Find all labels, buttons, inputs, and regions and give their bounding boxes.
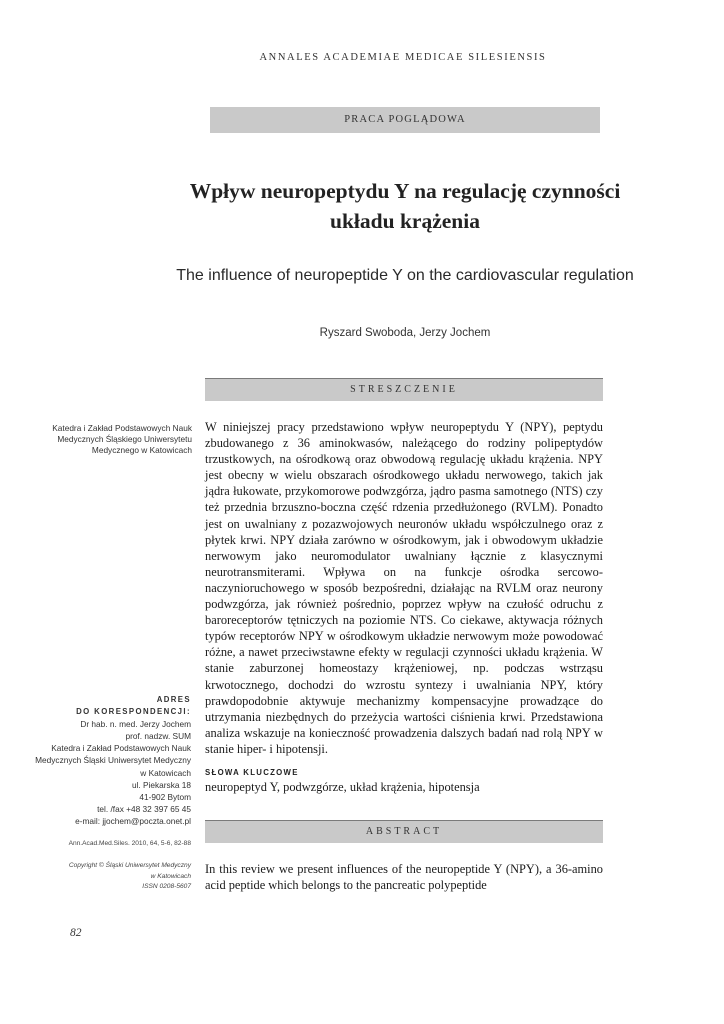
article-title-english: The influence of neuropeptide Y on the cardiovascular regulation — [176, 267, 634, 284]
keywords-label: SŁOWA KLUCZOWE — [205, 768, 299, 777]
copyright-line: Copyright © Śląski Uniwersytet Medyczny — [68, 862, 191, 869]
journal-name: ANNALES ACADEMIAE MEDICAE SILESIENSIS — [259, 52, 547, 63]
correspondence-line: ul. Piekarska 18 — [131, 779, 191, 790]
correspondence-line: w Katowicach — [140, 767, 191, 778]
page-number: 82 — [70, 927, 82, 939]
correspondence-address — [30, 694, 191, 827]
article-type-banner: PRACA POGLĄDOWA — [210, 107, 600, 133]
correspondence-line: tel. /fax +48 32 397 65 45 — [97, 803, 191, 814]
affiliation: Katedra i Zakład Podstawowych Nauk Medycznych Śląskiego Uniwersytetu Medycznego w Katowicach — [52, 423, 192, 456]
section-header-streszczenie: STRESZCZENIE — [205, 378, 603, 401]
citation: Ann.Acad.Med.Siles. 2010, 64, 5-6, 82-88 — [68, 840, 191, 847]
section-header-abstract: ABSTRACT — [205, 820, 603, 843]
keywords-text: neuropeptyd Y, podwzgórze, układ krążenia, hipotensja — [205, 780, 480, 794]
streszczenie-body: W niniejszej pracy przedstawiono wpływ neuropeptydu Y (NPY), peptydu zbudowanego z 36 aminokwasów, należącego do rodziny polipeptydów trzustkowych, na ośrodkową oraz obwodową regulację układu krążenia. NPY jest obecny w wielu obszarach ośrodkowego układu nerwowego, takich jak jądra łukowate, przykomorowe podwzgórza, jądro pasma samotnego (NTS) czy też przednia brzuszno-boczna część rdzenia przedłużonego (RVLM). Ponadto jest on uwalniany z pozazwojowych neuronów układu współczulnego oraz z płytek krwi. NPY działa zarówno w ośrodkowym, jak i obwodowym układzie nerwowym jako neuromodulator uwalniany łącznie z klasycznymi neurotransmiterami. Wpływa on na funkcje ośrodka sercowo-naczynioruchowego w sposób bezpośredni, działając na RVLM oraz neurony podwzgórza, jak również pośrednio, poprzez wpływ na czułość odruchu z baroreceptorów tętniczych na poziomie NTS. Co ciekawe, aktywacja różnych typów receptorów NPY w ośrodkowym układzie nerwowym może powodować różne, a nawet przeciwstawne efekty w regulacji czynności układu krążenia. W stanie zaburzonej homeostazy krążeniowej, np. podczas wstrząsu krwotocznego, dochodzi do wzrostu syntezy i uwalniania NPY, który prawdopodobnie aktywuje mechanizmy kompensacyjne prowadzące do utrzymania niezbędnych do przeżycia wartości ciśnienia krwi. Przedstawiona analiza wskazuje na konieczność prowadzenia dalszych badań nad rolą NPY w stanie hiper- i hipotensji. — [205, 420, 603, 756]
correspondence-line: Dr hab. n. med. Jerzy Jochem — [80, 719, 191, 730]
correspondence-line: prof. nadzw. SUM — [125, 731, 191, 742]
issn: ISSN 0208-5607 — [142, 883, 191, 891]
copyright — [30, 861, 191, 893]
correspondence-line: 41-902 Bytom — [139, 791, 191, 802]
article-title-polish: Wpływ neuropeptydu Y na regulację czynności układu krążenia — [189, 179, 621, 233]
correspondence-heading-2: DO KORESPONDENCJI: — [76, 707, 191, 717]
correspondence-line: Katedra i Zakład Podstawowych Nauk — [51, 743, 191, 754]
correspondence-line: Medycznych Śląski Uniwersytet Medyczny — [35, 755, 191, 766]
copyright-line: w Katowicach — [150, 872, 191, 880]
correspondence-email: e-mail: jjochem@poczta.onet.pl — [75, 815, 191, 826]
correspondence-heading-1: ADRES — [156, 695, 191, 704]
authors: Ryszard Swoboda, Jerzy Jochem — [319, 327, 491, 339]
abstract-body: In this review we present influences of the neuropeptide Y (NPY), a 36-amino acid peptide which belongs to the pancreatic polypeptide — [205, 862, 603, 893]
